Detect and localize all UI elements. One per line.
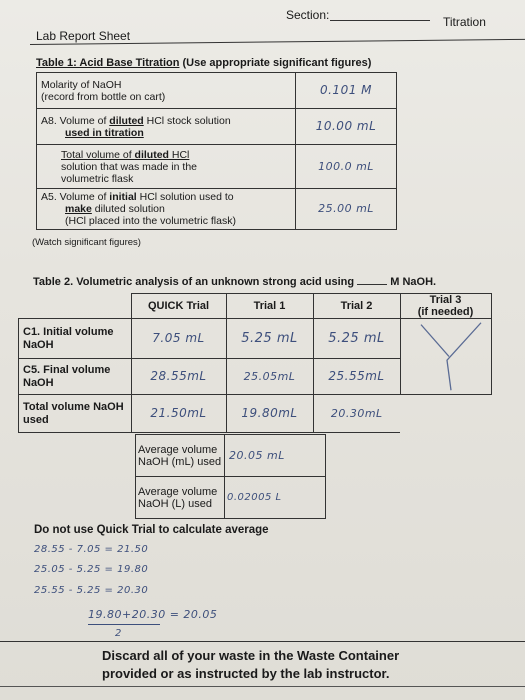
footer-rule	[0, 641, 525, 642]
question-text-part: A5. Volume of	[41, 191, 110, 203]
table-cell	[226, 359, 313, 395]
experiment-name: Titration	[443, 15, 486, 29]
header-trial-2: Trial 2	[313, 294, 400, 319]
discard-instruction: Discard all of your waste in the Waste Container	[102, 648, 400, 663]
question-text-part: Total volume of	[61, 148, 135, 161]
table-cell	[225, 477, 326, 519]
table-cell	[313, 319, 400, 359]
table-cell	[313, 359, 400, 395]
cross-out-mark	[401, 319, 491, 394]
table1-question	[37, 189, 296, 230]
question-text-part: HCl stock solution	[143, 114, 231, 127]
table1-row	[37, 145, 397, 189]
table1-answer	[296, 189, 397, 230]
molarity-blank	[357, 284, 387, 285]
calc-line: 28.55 - 7.05 = 21.50	[34, 544, 149, 555]
table-row	[19, 395, 492, 433]
table-cell	[131, 359, 226, 395]
table1	[36, 72, 397, 230]
table1-note: (Use appropriate significant figures)	[182, 57, 372, 69]
cell-value: 5.25 mL	[328, 330, 385, 346]
section-blank	[330, 20, 430, 21]
table1-question	[37, 109, 296, 145]
question-emphasis: make	[65, 203, 92, 215]
question-text: used in titration	[65, 126, 144, 139]
table2	[18, 293, 492, 433]
table1-row	[37, 189, 397, 230]
avg-l-label: Average volume NaOH (L) used	[136, 477, 225, 519]
table1-answer	[296, 109, 397, 145]
table2-title-unit: M NaOH.	[390, 276, 437, 288]
calc-divisor: 2	[115, 628, 122, 639]
cell-value: 21.50mL	[150, 405, 207, 420]
header-trial-1: Trial 1	[226, 294, 313, 319]
question-text-part: HCl	[168, 148, 190, 161]
avg-l-value: 0.02005 L	[227, 492, 282, 503]
question-text: (HCl placed into the volumetric flask)	[65, 215, 236, 227]
table-cell	[313, 395, 400, 433]
table-row	[19, 319, 492, 359]
row-total-volume: Total volume NaOH used	[19, 395, 132, 433]
table-cell	[131, 395, 226, 433]
table-cell	[225, 435, 326, 477]
fraction-bar	[88, 624, 160, 625]
question-text: volumetric flask	[61, 172, 134, 185]
question-text-part: HCl solution used to	[136, 191, 234, 203]
question-text	[41, 203, 291, 215]
answer-value: 100.0 mL	[318, 159, 374, 173]
discard-instruction: provided or as instructed by the lab instructor.	[102, 666, 390, 681]
cell-value: 5.25 mL	[241, 330, 298, 346]
table2-title-line	[33, 276, 436, 288]
avg-ml-value: 20.05 mL	[229, 448, 285, 462]
header-trial-3: Trial 3 (if needed)	[400, 294, 491, 319]
question-text	[61, 149, 291, 161]
table2-corner	[19, 294, 132, 319]
cell-value: 20.30mL	[330, 406, 383, 420]
section-label: Section:	[286, 8, 330, 22]
question-text: (record from bottle on cart)	[41, 90, 166, 103]
question-text	[41, 191, 291, 203]
table1-answer	[296, 145, 397, 189]
answer-value: 10.00 mL	[315, 119, 377, 133]
question-text-part: A8. Volume of	[41, 114, 110, 127]
row-final-volume: C5. Final volume NaOH	[19, 359, 132, 395]
table1-footnote: (Watch significant figures)	[32, 237, 141, 248]
table1-row	[37, 73, 397, 109]
footer-rule	[0, 686, 525, 687]
question-text: solution that was made in the	[61, 160, 197, 173]
header-quick-trial: QUICK Trial	[131, 294, 226, 319]
question-emphasis: diluted	[109, 114, 144, 127]
trial3-crossed-out	[400, 319, 491, 395]
table1-question	[37, 73, 296, 109]
sheet-title: Lab Report Sheet	[36, 29, 131, 43]
cell-value: 25.05mL	[243, 369, 296, 383]
question-text	[41, 115, 291, 127]
calc-line: 25.05 - 5.25 = 19.80	[34, 564, 149, 575]
quick-trial-note: Do not use Quick Trial to calculate average	[34, 524, 269, 536]
table1-title-line	[36, 57, 371, 69]
question-emphasis: diluted	[134, 148, 169, 161]
table1-question	[37, 145, 296, 189]
row-initial-volume: C1. Initial volume NaOH	[19, 319, 132, 359]
calc-line: 19.80+20.30 = 20.05	[88, 608, 218, 621]
table-cell	[226, 395, 313, 433]
question-text: Molarity of NaOH	[41, 78, 122, 91]
answer-value: 0.101 M	[319, 83, 373, 97]
calc-line: 25.55 - 5.25 = 20.30	[34, 585, 149, 596]
answer-value: 25.00 mL	[318, 202, 374, 215]
table-row	[136, 435, 326, 477]
question-text-part: diluted solution	[91, 203, 165, 215]
table-cell	[131, 319, 226, 359]
table2-header-row	[19, 294, 492, 319]
table2-title: Table 2. Volumetric analysis of an unknown strong acid using	[33, 276, 355, 288]
table-row	[136, 477, 326, 519]
cell-value: 7.05 mL	[152, 330, 205, 345]
question-emphasis: initial	[109, 191, 137, 203]
table1-title: Table 1: Acid Base Titration	[36, 57, 180, 69]
table1-row	[37, 109, 397, 145]
table-cell	[226, 319, 313, 359]
avg-ml-label: Average volume NaOH (mL) used	[136, 435, 225, 477]
cell-value: 19.80mL	[241, 405, 298, 420]
average-table	[135, 434, 326, 519]
cell-value: 28.55mL	[150, 368, 207, 383]
table1-answer	[296, 73, 397, 109]
cell-value: 25.55mL	[328, 368, 385, 383]
